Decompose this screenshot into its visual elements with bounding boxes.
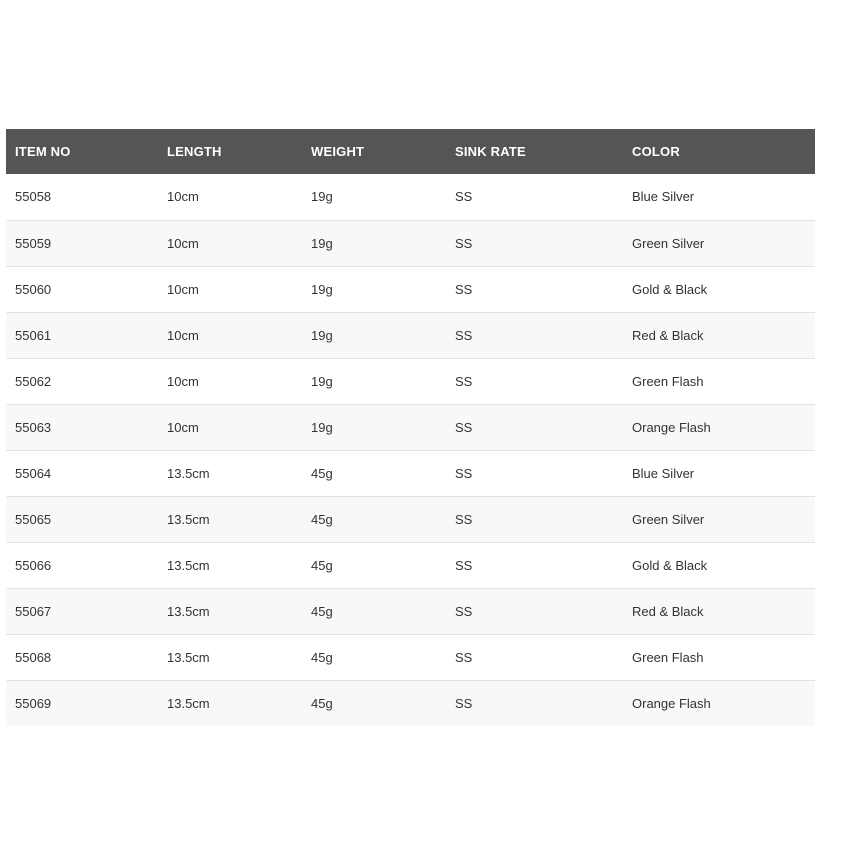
cell-weight: 19g <box>302 220 446 266</box>
cell-item-no: 55068 <box>6 634 158 680</box>
cell-color: Gold & Black <box>623 542 815 588</box>
table-row <box>6 588 815 634</box>
cell-sink-rate: SS <box>446 266 623 312</box>
cell-sink-rate: SS <box>446 404 623 450</box>
cell-length: 13.5cm <box>158 450 302 496</box>
cell-weight: 19g <box>302 312 446 358</box>
cell-length: 10cm <box>158 358 302 404</box>
cell-item-no: 55064 <box>6 450 158 496</box>
cell-weight: 45g <box>302 542 446 588</box>
cell-sink-rate: SS <box>446 450 623 496</box>
table-row <box>6 220 815 266</box>
cell-color: Green Flash <box>623 358 815 404</box>
product-spec-table <box>6 129 815 726</box>
cell-sink-rate: SS <box>446 220 623 266</box>
table-row <box>6 404 815 450</box>
cell-item-no: 55067 <box>6 588 158 634</box>
cell-weight: 19g <box>302 174 446 220</box>
cell-item-no: 55058 <box>6 174 158 220</box>
table-row <box>6 266 815 312</box>
cell-sink-rate: SS <box>446 358 623 404</box>
cell-length: 13.5cm <box>158 634 302 680</box>
cell-sink-rate: SS <box>446 496 623 542</box>
cell-item-no: 55059 <box>6 220 158 266</box>
table-row <box>6 634 815 680</box>
table-body <box>6 174 815 726</box>
table-row <box>6 542 815 588</box>
cell-item-no: 55069 <box>6 680 158 726</box>
cell-length: 13.5cm <box>158 496 302 542</box>
header-row <box>6 129 815 174</box>
cell-color: Orange Flash <box>623 680 815 726</box>
cell-item-no: 55062 <box>6 358 158 404</box>
cell-weight: 19g <box>302 266 446 312</box>
cell-color: Blue Silver <box>623 174 815 220</box>
cell-length: 10cm <box>158 174 302 220</box>
table-row <box>6 312 815 358</box>
cell-length: 10cm <box>158 312 302 358</box>
header-color: COLOR <box>623 129 815 174</box>
cell-color: Gold & Black <box>623 266 815 312</box>
cell-weight: 19g <box>302 404 446 450</box>
cell-sink-rate: SS <box>446 588 623 634</box>
header-weight: WEIGHT <box>302 129 446 174</box>
header-sink-rate: SINK RATE <box>446 129 623 174</box>
cell-weight: 45g <box>302 634 446 680</box>
cell-sink-rate: SS <box>446 174 623 220</box>
cell-length: 10cm <box>158 266 302 312</box>
table-row <box>6 450 815 496</box>
cell-color: Green Silver <box>623 220 815 266</box>
cell-item-no: 55060 <box>6 266 158 312</box>
cell-weight: 19g <box>302 358 446 404</box>
cell-length: 13.5cm <box>158 680 302 726</box>
cell-color: Green Silver <box>623 496 815 542</box>
table-row <box>6 680 815 726</box>
cell-sink-rate: SS <box>446 634 623 680</box>
cell-item-no: 55066 <box>6 542 158 588</box>
cell-weight: 45g <box>302 588 446 634</box>
cell-weight: 45g <box>302 496 446 542</box>
cell-sink-rate: SS <box>446 680 623 726</box>
cell-color: Orange Flash <box>623 404 815 450</box>
cell-sink-rate: SS <box>446 542 623 588</box>
table-row <box>6 358 815 404</box>
table-row <box>6 174 815 220</box>
header-length: LENGTH <box>158 129 302 174</box>
table-header <box>6 129 815 174</box>
table-row <box>6 496 815 542</box>
cell-item-no: 55063 <box>6 404 158 450</box>
cell-color: Blue Silver <box>623 450 815 496</box>
cell-color: Red & Black <box>623 312 815 358</box>
cell-weight: 45g <box>302 680 446 726</box>
header-item-no: ITEM NO <box>6 129 158 174</box>
cell-length: 10cm <box>158 404 302 450</box>
cell-item-no: 55061 <box>6 312 158 358</box>
cell-length: 13.5cm <box>158 542 302 588</box>
cell-item-no: 55065 <box>6 496 158 542</box>
cell-sink-rate: SS <box>446 312 623 358</box>
cell-weight: 45g <box>302 450 446 496</box>
cell-color: Green Flash <box>623 634 815 680</box>
cell-length: 13.5cm <box>158 588 302 634</box>
cell-length: 10cm <box>158 220 302 266</box>
cell-color: Red & Black <box>623 588 815 634</box>
